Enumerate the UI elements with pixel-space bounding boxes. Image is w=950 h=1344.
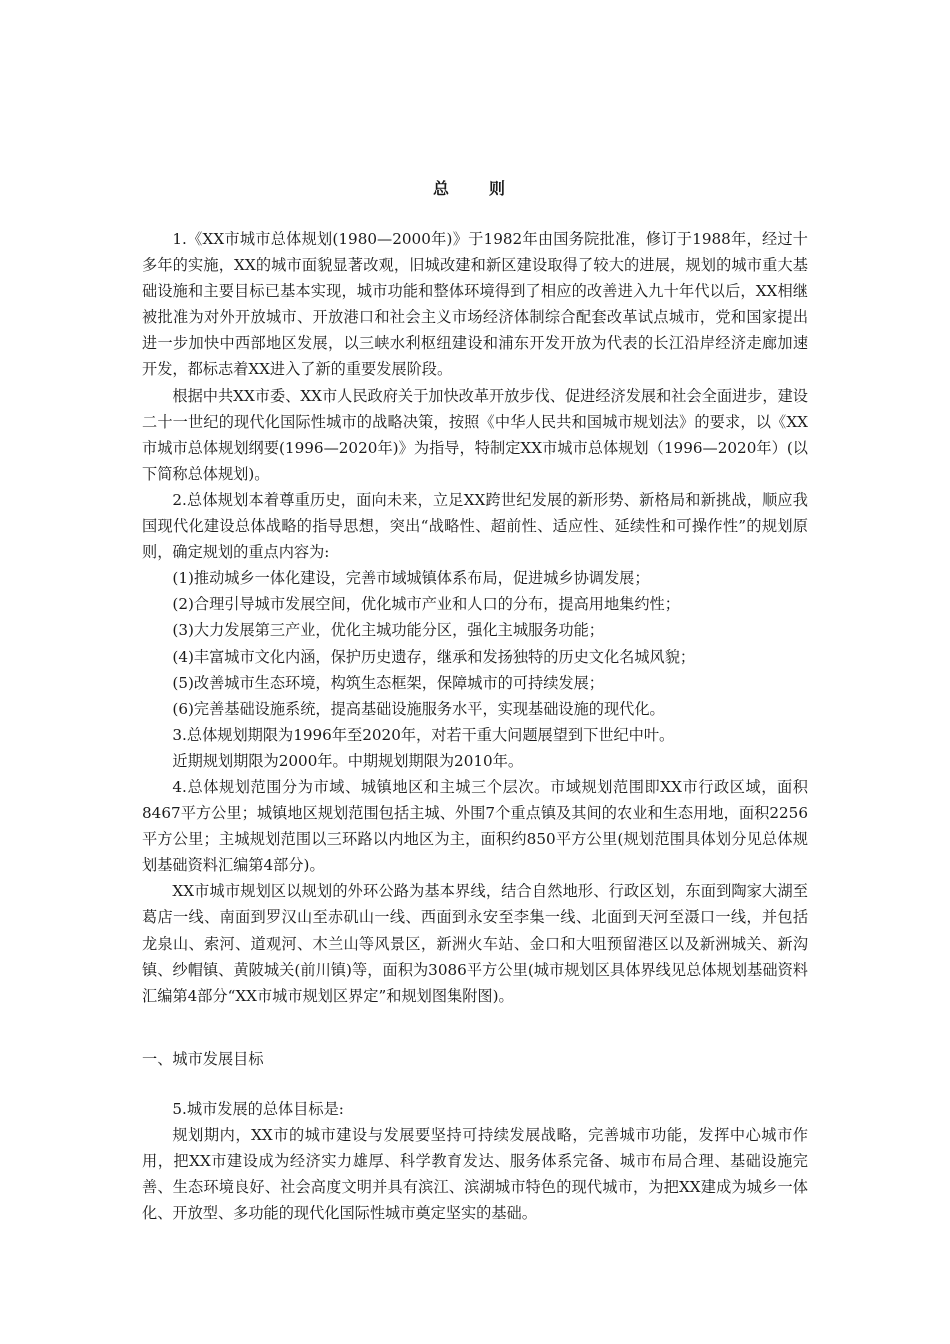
paragraph: 2.总体规划本着尊重历史，面向未来，立足XX跨世纪发展的新形势、新格局和新挑战，顺应我国现代化建设总体战略的指导思想，突出“战略性、超前性、适应性、延续性和可操作性”的规划原则，确定规划的重点内容为: (142, 490, 808, 562)
paragraph: 5.城市发展的总体目标是: (172, 1100, 344, 1118)
paragraph: 1.《XX市城市总体规划(1980—2000年)》于1982年由国务院批准，修订于1988年，经过十多年的实施，XX的城市面貌显著改观，旧城改建和新区建设取得了较大的进展，规划的城市重大基础设施和主要目标已基本实现，城市功能和整体环境得到了相应的改善进入九十年代以后，XX相继被批准为对外开放城市、开放港口和社会主义市场经济体制综合配套改革试点城市，党和国家提出进一步加快中西部地区发展，以三峡水利枢纽建设和浦东开发开放为代表的长江沿岸经济走廊加速开发，都标志着XX进入了新的重要发展阶段。 (142, 230, 808, 379)
list-item: (1)推动城乡一体化建设，完善市域城镇体系布局，促进城乡协调发展； (172, 569, 650, 588)
paragraph: 根据中共XX市委、XX市人民政府关于加快改革开放步伐、促进经济发展和社会全面进步，建设二十一世纪的现代化国际性城市的战略决策，按照《中华人民共和国城市规划法》的要求，以《XX市城市总体规划纲要(1996—2020年)》为指导，特制定XX市城市总体规划（1996—2020年）(以下简称总体规划)。 (142, 386, 808, 483)
document-title: 总 则 (432, 179, 517, 198)
paragraph: 规划期内，XX市的城市建设与发展要坚持可持续发展战略，完善城市功能，发挥中心城市作用，把XX市建设成为经济实力雄厚、科学教育发达、服务体系完备、城市布局合理、基础设施完善、生态环境良好、社会高度文明并具有滨江、滨湖城市特色的现代城市，为把XX建成为城乡一体化、开放型、多功能的现代化国际性城市奠定坚实的基础。 (142, 1126, 808, 1223)
list-item: (3)大力发展第三产业，优化主城功能分区，强化主城服务功能； (172, 621, 604, 640)
list-item: (4)丰富城市文化内涵，保护历史遗存，继承和发扬独特的历史文化名城风貌； (172, 647, 696, 666)
paragraph: XX市城市规划区以规划的外环公路为基本界线，结合自然地形、行政区划，东面到陶家大湖至葛店一线、南面到罗汉山至赤矶山一线、西面到永安至李集一线、北面到天河至滠口一线，并包括龙泉山、索河、道观河、木兰山等风景区，新洲火车站、金口和大咀预留港区以及新洲城关、新沟镇、纱帽镇、黄陂城关(前川镇)等，面积为3086平方公里(城市规划区具体界线见总体规划基础资料汇编第4部分“XX市城市规划区界定”和规划图集附图)。 (142, 882, 808, 1005)
document-body (142, 226, 808, 1009)
section-heading: 一、城市发展目标 (142, 1050, 264, 1068)
list-item: (6)完善基础设施系统，提高基础设施服务水平，实现基础设施的现代化。 (172, 699, 665, 718)
document-body-section (142, 1096, 808, 1226)
paragraph: 近期规划期限为2000年。中期规划期限为2010年。 (172, 751, 524, 770)
paragraph: 4.总体规划范围分为市域、城镇地区和主城三个层次。市域规划范围即XX市行政区域，面积8467平方公里；城镇地区规划范围包括主城、外围7个重点镇及其间的农业和生态用地，面积2256平方公里；主城规划范围以三环路以内地区为主，面积约850平方公里(规划范围具体划分见总体规划基础资料汇编第4部分)。 (142, 777, 808, 875)
list-item: (2)合理引导城市发展空间，优化城市产业和人口的分布，提高用地集约性； (172, 595, 680, 614)
paragraph: 3.总体规划期限为1996年至2020年，对若干重大问题展望到下世纪中叶。 (172, 725, 675, 744)
list-item: (5)改善城市生态环境，构筑生态框架，保障城市的可持续发展； (172, 673, 604, 692)
